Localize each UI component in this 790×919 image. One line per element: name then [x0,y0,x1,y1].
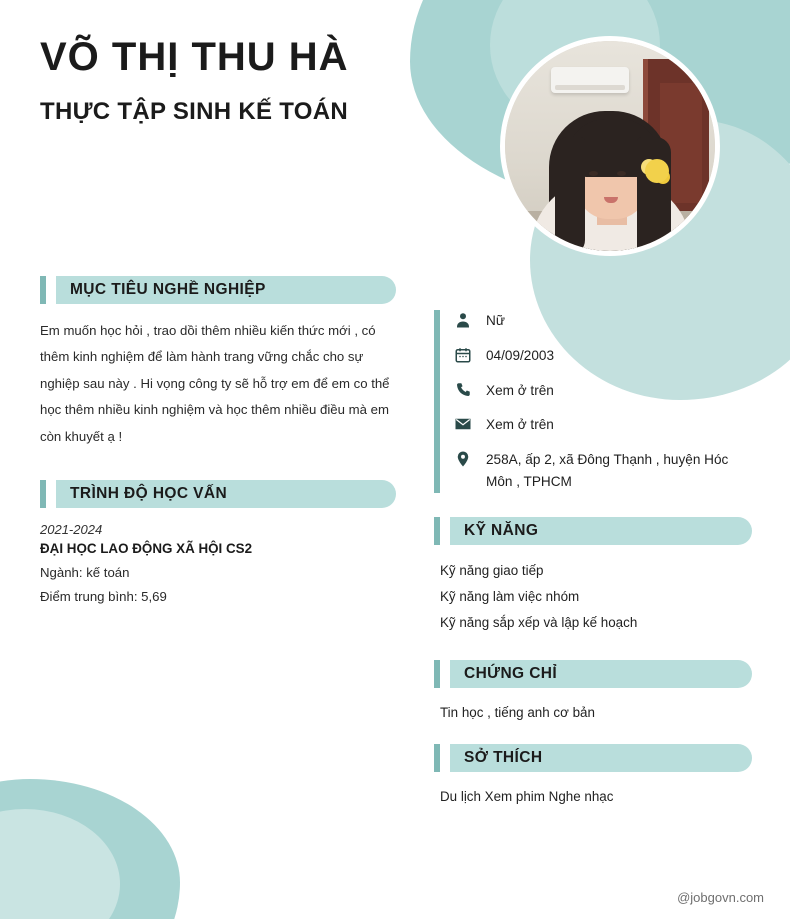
right-column [434,310,752,804]
photo-person-hair-flower [645,159,669,183]
contact-gender: Nữ [486,313,505,328]
contact-row [454,449,752,493]
contact-birthdate: 04/09/2003 [486,347,555,363]
section-accent-bar [434,744,440,772]
photo-person-hair-left [555,137,585,251]
section-pill [450,660,752,688]
contact-list [454,310,752,493]
left-column [40,276,396,604]
section-title-hobbies: SỞ THÍCH [464,748,543,766]
section-heading-education [40,480,396,508]
location-pin-icon [454,450,472,468]
photo-person-eye-right [617,171,626,176]
spacer [40,450,396,480]
calendar-icon [454,346,472,364]
section-title-objective: MỤC TIÊU NGHỀ NGHIỆP [70,281,266,298]
skills-list [434,558,752,636]
education-entry [40,522,396,604]
section-pill [450,517,752,545]
certificates-section [434,660,752,720]
profile-photo-image [505,41,715,251]
section-title-education: TRÌNH ĐỘ HỌC VẤN [70,485,228,503]
section-accent-bar [40,276,46,304]
photo-person-hair-right [637,137,671,251]
hobbies-section [434,744,752,804]
contact-row [454,380,752,402]
section-heading-objective [40,276,396,304]
education-school: ĐẠI HỌC LAO ĐỘNG XÃ HỘI CS2 [40,541,253,557]
contact-email: Xem ở trên [486,417,554,433]
candidate-name: VÕ THỊ THU HÀ [40,35,349,79]
contact-row [454,345,752,367]
section-heading-hobbies [434,744,752,772]
certificates-text: Tin học , tiếng anh cơ bản [440,704,595,720]
skills-section [434,517,752,636]
section-pill [450,744,752,772]
contact-phone: Xem ở trên [486,382,554,398]
contact-row [454,310,752,332]
education-major: Ngành: kế toán [40,565,130,581]
photo-person-eye-left [589,171,598,176]
resume-header [40,34,349,126]
section-heading-skills [434,517,752,545]
contact-address: 258A, ấp 2, xã Đông Thạnh , huyện Hóc Môn , TPHCM [486,452,729,489]
contact-info-block [434,310,752,493]
section-accent-bar [40,480,46,508]
envelope-icon [454,415,472,433]
education-gpa: Điểm trung bình: 5,69 [40,589,167,605]
education-years: 2021-2024 [40,522,103,538]
section-title-skills: KỸ NĂNG [464,521,539,539]
candidate-job-title: THỰC TẬP SINH KẾ TOÁN [40,98,349,125]
hobbies-text: Du lịch Xem phim Nghe nhạc [440,788,614,804]
watermark: @jobgovn.com [677,890,764,905]
list-item: Kỹ năng làm việc nhóm [440,588,580,604]
section-title-certificates: CHỨNG CHỈ [464,664,558,682]
person-icon [454,311,472,329]
section-heading-certificates [434,660,752,688]
phone-icon [454,381,472,399]
section-accent-bar [434,660,440,688]
section-pill [56,480,396,508]
list-item: Kỹ năng sắp xếp và lập kế hoạch [440,614,638,630]
contact-row [454,414,752,436]
photo-air-conditioner [551,67,629,93]
profile-photo [500,36,720,256]
section-pill [56,276,396,304]
section-accent-bar [434,517,440,545]
list-item: Kỹ năng giao tiếp [440,562,544,578]
objective-text: Em muốn học hỏi , trao dồi thêm nhiều kiến thức mới , có thêm kinh nghiệm để làm hành trang vững chắc cho sự nghiệp sau này . Hi vọng công ty sẽ hỗ trợ em để em co thể học thêm nhiều kinh nghiệm và học thêm nhiều điều mà em còn khuyết ạ ! [40,323,390,444]
